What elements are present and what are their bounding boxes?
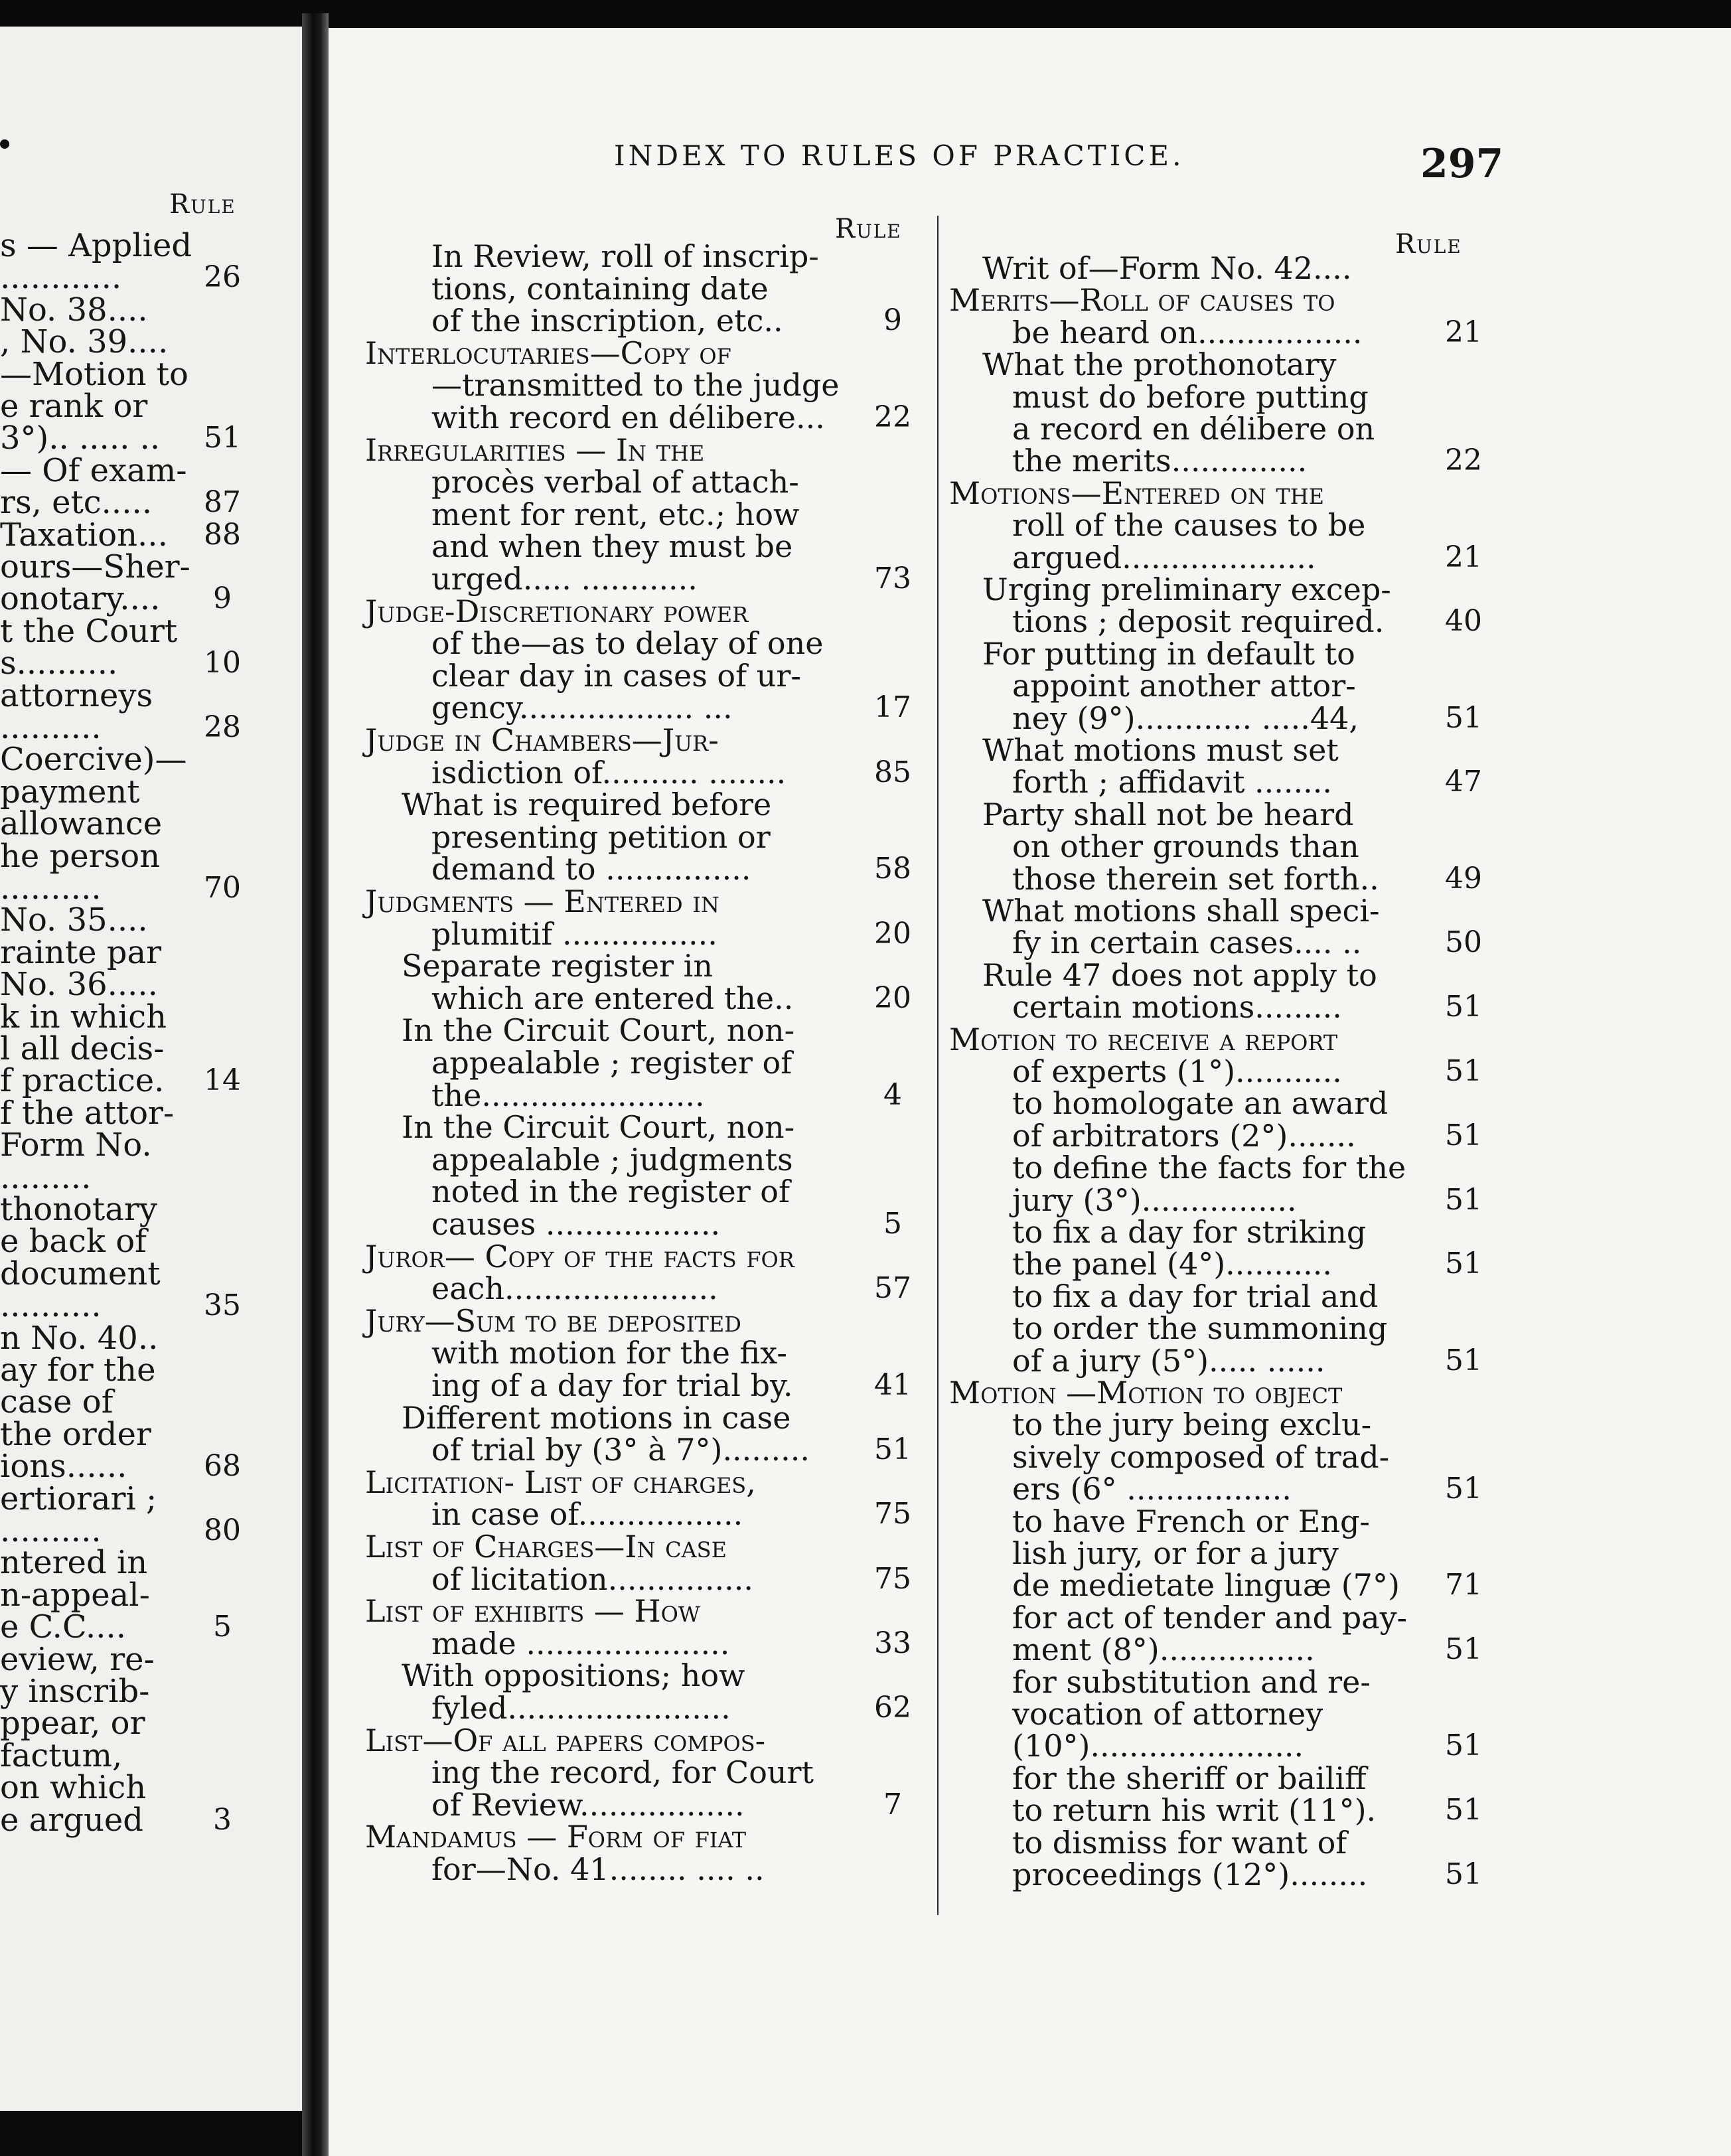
index-entry-line: Separate register in [402, 948, 713, 984]
rule-number: 40 [1445, 604, 1482, 639]
rule-number: 51 [1445, 1729, 1482, 1763]
left-page-line: k in which [0, 998, 167, 1036]
left-page-line: .......... [0, 1512, 102, 1549]
index-entry-line: to homologate an award [1012, 1085, 1389, 1122]
left-page-rule-number: 70 [204, 871, 241, 905]
index-entry-line: What is required before [402, 787, 772, 823]
left-page-line: .......... [0, 870, 102, 907]
left-facing-page [0, 27, 302, 2111]
index-entry-line: for substitution and re- [1012, 1663, 1371, 1700]
left-page-line: factum, [0, 1736, 123, 1774]
left-page-rule-number: 88 [204, 517, 241, 552]
index-entry-line: to dismiss for want of [1012, 1824, 1347, 1861]
index-entry-line: ing of a day for trial by. [431, 1367, 793, 1403]
left-page-line: No. 35.... [0, 901, 148, 939]
index-entry-line: roll of the causes to be [1012, 507, 1366, 544]
left-page-rule-number: 10 [204, 646, 241, 680]
index-entry-line: What the prothonotary [982, 346, 1337, 383]
rule-number: 51 [1445, 1343, 1482, 1377]
index-entry-line: to fix a day for trial and [1012, 1278, 1379, 1314]
left-page-line: onotary.... [0, 580, 161, 618]
left-page-line: n-appeal- [0, 1576, 150, 1614]
rule-number: 75 [874, 1561, 911, 1596]
left-page-line: ............ [0, 259, 122, 297]
rule-number: 51 [1445, 1247, 1482, 1281]
rule-number: 21 [1445, 540, 1482, 574]
index-entry-line: procès verbal of attach- [431, 464, 799, 501]
rule-number: 73 [874, 562, 911, 595]
rule-number: 71 [1445, 1568, 1482, 1602]
rule-number: 20 [874, 916, 911, 951]
rule-number: 49 [1445, 861, 1482, 895]
rule-number: 5 [883, 1207, 902, 1241]
left-page-line: No. 36..... [0, 966, 158, 1004]
index-entry-line: Licitation- List of charges, [365, 1464, 756, 1500]
index-entry-line: Judgments — Entered in [365, 884, 719, 919]
index-entry-line: Motion —Motion to object [949, 1375, 1343, 1411]
index-entry-line: Writ of—Form No. 42.... [982, 250, 1352, 286]
index-entry-line: tions ; deposit required. [1012, 603, 1385, 640]
left-page-rule-number: 9 [213, 581, 232, 616]
left-page-line: —Motion to [0, 355, 188, 393]
index-entry-line: for the sheriff or bailiff [1012, 1760, 1367, 1796]
index-entry-line: In the Circuit Court, non- [402, 1109, 795, 1146]
running-head: INDEX TO RULES OF PRACTICE. [614, 139, 1185, 172]
index-entry-line: to return his writ (11°). [1012, 1792, 1377, 1829]
rule-number: 51 [1445, 1118, 1482, 1152]
page-number: 297 [1420, 141, 1504, 187]
index-entry-line: ment for rent, etc.; how [431, 496, 800, 532]
left-page-line: — Of exam- [0, 451, 187, 489]
index-entry-line: Rule 47 does not apply to [982, 957, 1377, 993]
left-page-line: ntered in [0, 1544, 148, 1582]
left-page-rule-number: 35 [204, 1288, 241, 1323]
index-entry-line: plumitif ................ [431, 915, 717, 952]
left-page-line: rs, etc..... [0, 484, 152, 522]
left-page-mark [0, 139, 9, 149]
index-entry-line: Jury—Sum to be deposited [365, 1302, 741, 1339]
index-entry-line: for act of tender and pay- [1012, 1599, 1408, 1636]
index-entry-line: In the Circuit Court, non- [402, 1012, 795, 1049]
left-page-line: rainte par [0, 933, 162, 971]
rule-number: 7 [883, 1787, 902, 1821]
index-entry-line: With oppositions; how [402, 1657, 745, 1694]
index-entry-line: appealable ; register of [431, 1045, 792, 1081]
index-entry-line: those therein set forth.. [1012, 860, 1379, 897]
rule-number: 22 [874, 400, 911, 434]
index-entry-line: ney (9°)............ .....44, [1012, 700, 1359, 736]
rule-number: 17 [874, 690, 911, 725]
rule-number: 50 [1445, 925, 1482, 960]
index-entry-line: Urging preliminary excep- [982, 572, 1391, 607]
index-entry-line: de medietate linguæ (7°) [1012, 1567, 1400, 1604]
index-entry-line: Judge in Chambers—Jur- [365, 722, 719, 758]
index-entry-line: urged..... ............ [431, 561, 698, 597]
index-entry-line: Juror— Copy of the facts for [365, 1238, 794, 1274]
left-page-line: allowance [0, 805, 163, 843]
index-entry-line: clear day in cases of ur- [431, 657, 801, 694]
index-entry-line: to fix a day for striking [1012, 1214, 1367, 1250]
index-entry-line: to order the summoning [1012, 1310, 1388, 1347]
left-page-line: Taxation... [0, 516, 168, 554]
index-entry-line: on other grounds than [1012, 828, 1359, 865]
index-entry-line: of Review................. [431, 1786, 745, 1823]
index-entry-line: ers (6° ................. [1012, 1471, 1292, 1507]
rule-number: 51 [1445, 1182, 1482, 1217]
left-page-line: , No. 39.... [0, 323, 169, 361]
left-page-rule-header: Rule [169, 189, 236, 220]
left-page-line: y inscrib- [0, 1673, 150, 1710]
index-entry-line: tions, containing date [431, 270, 769, 307]
rule-number: 20 [874, 980, 911, 1015]
rule-number: 22 [1445, 443, 1482, 478]
left-page-line: ertiorari ; [0, 1480, 157, 1517]
index-entry-line: certain motions......... [1012, 989, 1342, 1026]
left-page-line: e back of [0, 1223, 147, 1261]
rule-number: 4 [883, 1077, 902, 1112]
index-entry-line: in case of................. [431, 1496, 743, 1533]
book-gutter [302, 13, 329, 2156]
left-page-line: Coercive)— [0, 741, 187, 779]
index-entry-line: causes .................. [431, 1206, 721, 1242]
left-page-line: t the Court [0, 612, 178, 650]
index-entry-line: gency.................. ... [431, 690, 733, 726]
left-page-rule-number: 26 [204, 260, 241, 295]
left-page-line: attorneys [0, 676, 153, 714]
left-page-line: f practice. [0, 1062, 165, 1100]
left-page-rule-number: 28 [204, 710, 241, 744]
index-entry-line: of a jury (5°)..... ...... [1012, 1342, 1325, 1379]
rule-number: 51 [1445, 1857, 1482, 1891]
column-divider [937, 216, 939, 1915]
left-page-line: e rank or [0, 388, 148, 425]
left-page-line: No. 38.... [0, 291, 148, 329]
rule-number: 51 [1445, 1054, 1482, 1088]
index-entry-line: of experts (1°)........... [1012, 1053, 1342, 1089]
index-entry-line: appealable ; judgments [431, 1141, 793, 1178]
index-entry-line: to the jury being exclu- [1012, 1407, 1372, 1443]
index-entry-line: and when they must be [431, 528, 793, 565]
left-page-line: case of [0, 1383, 113, 1421]
index-entry-line: What motions shall speci- [982, 893, 1380, 929]
index-entry-line: made ..................... [431, 1625, 730, 1661]
index-entry-line: to define the facts for the [1012, 1150, 1406, 1186]
index-entry-line: Judge-Discretionary power [365, 593, 749, 629]
rule-number: 57 [874, 1271, 911, 1306]
index-entry-line: the panel (4°)........... [1012, 1246, 1333, 1282]
index-entry-line: argued.................... [1012, 539, 1316, 576]
index-entry-line: of trial by (3° à 7°)......... [431, 1432, 810, 1468]
index-entry-line: List of exhibits — How [365, 1593, 700, 1630]
index-entry-line: Different motions in case [402, 1399, 791, 1436]
rule-number: 75 [874, 1497, 911, 1531]
rule-number: 33 [874, 1626, 911, 1660]
left-page-line: 3°).. ..... .. [0, 420, 161, 457]
index-entry-line: —transmitted to the judge [431, 367, 840, 404]
index-entry-line: with record en délibere... [431, 400, 825, 435]
rule-number: 51 [874, 1432, 911, 1467]
index-entry-line: lish jury, or for a jury [1012, 1535, 1339, 1571]
index-entry-line: ment (8°)................ [1012, 1632, 1315, 1668]
index-entry-line: For putting in default to [982, 635, 1355, 672]
left-page-line: .......... [0, 1287, 102, 1325]
left-page-line: ours—Sher- [0, 548, 190, 585]
left-page-rule-number: 87 [204, 485, 241, 520]
rule-number: 21 [1445, 315, 1482, 349]
index-entry-line: the....................... [431, 1077, 705, 1113]
index-entry-line: of arbitrators (2°)....... [1012, 1117, 1356, 1154]
index-entry-line: ing the record, for Court [431, 1754, 814, 1791]
index-entry-line: Merits—Roll of causes to [949, 282, 1335, 319]
left-page-rule-number: 51 [204, 421, 241, 455]
left-page-rule-number: 14 [204, 1063, 241, 1098]
index-entry-line: jury (3°)................ [1012, 1182, 1297, 1218]
left-page-line: the order [0, 1415, 151, 1453]
rule-number: 51 [1445, 1472, 1482, 1506]
left-page-line: thonotary [0, 1191, 157, 1228]
index-entry-line: List of Charges—In case [365, 1529, 727, 1565]
index-entry-line: a record en délibere on [1012, 411, 1375, 447]
left-page-line: he person [0, 837, 161, 875]
index-entry-line: noted in the register of [431, 1174, 790, 1210]
rule-number: 51 [1445, 1793, 1482, 1827]
index-entry-line: demand to ............... [431, 851, 751, 887]
left-page-line: ions...... [0, 1448, 127, 1486]
rule-number: 9 [883, 303, 902, 338]
column1-rule-header: Rule [835, 214, 902, 244]
left-page-line: s — Applied [0, 227, 192, 264]
left-page-line: s.......... [0, 645, 118, 682]
left-page-line: n No. 40.. [0, 1319, 159, 1357]
rule-number: 51 [1445, 990, 1482, 1024]
left-page-line: f the attor- [0, 1094, 175, 1132]
index-entry-line: of the inscription, etc.. [431, 303, 783, 339]
index-entry-line: of licitation............... [431, 1561, 753, 1597]
rule-number: 51 [1445, 700, 1482, 735]
left-page-line: payment [0, 773, 140, 810]
left-page-line: e C.C.... [0, 1608, 126, 1646]
index-entry-line: Irregularities — In the [365, 431, 705, 468]
index-entry-line: In Review, roll of inscrip- [431, 238, 819, 274]
rule-number: 47 [1445, 765, 1482, 799]
index-entry-line: List—Of all papers compos- [365, 1722, 766, 1758]
index-entry-line: (10°)...................... [1012, 1728, 1304, 1764]
rule-number: 85 [874, 755, 911, 789]
index-entry-line: isdiction of.......... ........ [431, 754, 787, 791]
left-page-line: e argued [0, 1801, 143, 1839]
index-entry-line: Mandamus — Form of fiat [365, 1819, 747, 1855]
index-entry-line: sively composed of trad- [1012, 1438, 1390, 1475]
index-entry-line: Party shall not be heard [982, 796, 1354, 832]
index-entry-line: to have French or Eng- [1012, 1503, 1370, 1539]
index-entry-line: appoint another attor- [1012, 668, 1356, 704]
rule-number: 41 [874, 1368, 911, 1402]
index-entry-line: each...................... [431, 1270, 718, 1307]
index-entry-line: the merits.............. [1012, 443, 1308, 479]
index-entry-line: presenting petition or [431, 818, 771, 855]
rule-number: 62 [874, 1691, 911, 1725]
index-entry-line: forth ; affidavit ........ [1012, 764, 1333, 801]
index-entry-line: must do before putting [1012, 378, 1369, 415]
index-entry-line: be heard on................. [1012, 314, 1363, 350]
left-page-rule-number: 80 [204, 1513, 241, 1547]
index-entry-line: vocation of attorney [1012, 1696, 1323, 1732]
left-page-line: Form No. [0, 1126, 152, 1164]
left-page-line: l all decis- [0, 1030, 165, 1067]
index-entry-line: Motions—Entered on the [949, 475, 1324, 511]
index-entry-line: Interlocutaries—Copy of [365, 335, 731, 371]
index-entry-line: for—No. 41........ .... .. [431, 1851, 765, 1887]
index-entry-line: What motions must set [982, 732, 1339, 768]
left-page-line: .......... [0, 709, 102, 746]
left-page-line: ......... [0, 1158, 92, 1196]
left-page-rule-number: 3 [213, 1802, 232, 1837]
index-entry-line: of the—as to delay of one [431, 625, 824, 662]
index-entry-line: Motion to receive a report [949, 1021, 1338, 1057]
index-entry-line: proceedings (12°)........ [1012, 1857, 1368, 1892]
index-entry-line: which are entered the.. [431, 980, 794, 1016]
left-page-line: document [0, 1255, 161, 1292]
index-entry-line: fyled....................... [431, 1690, 731, 1726]
left-page-line: eview, re- [0, 1640, 155, 1678]
left-page-line: ppear, or [0, 1705, 145, 1742]
left-page-line: on which [0, 1769, 147, 1807]
index-entry-line: fy in certain cases.... .. [1012, 925, 1362, 961]
left-page-rule-number: 5 [213, 1610, 232, 1644]
rule-number: 51 [1445, 1632, 1482, 1667]
index-entry-line: with motion for the fix- [431, 1335, 787, 1371]
left-page-rule-number: 68 [204, 1449, 241, 1484]
left-page-line: ay for the [0, 1351, 156, 1389]
column2-rule-header: Rule [1395, 229, 1462, 260]
rule-number: 58 [874, 852, 911, 886]
